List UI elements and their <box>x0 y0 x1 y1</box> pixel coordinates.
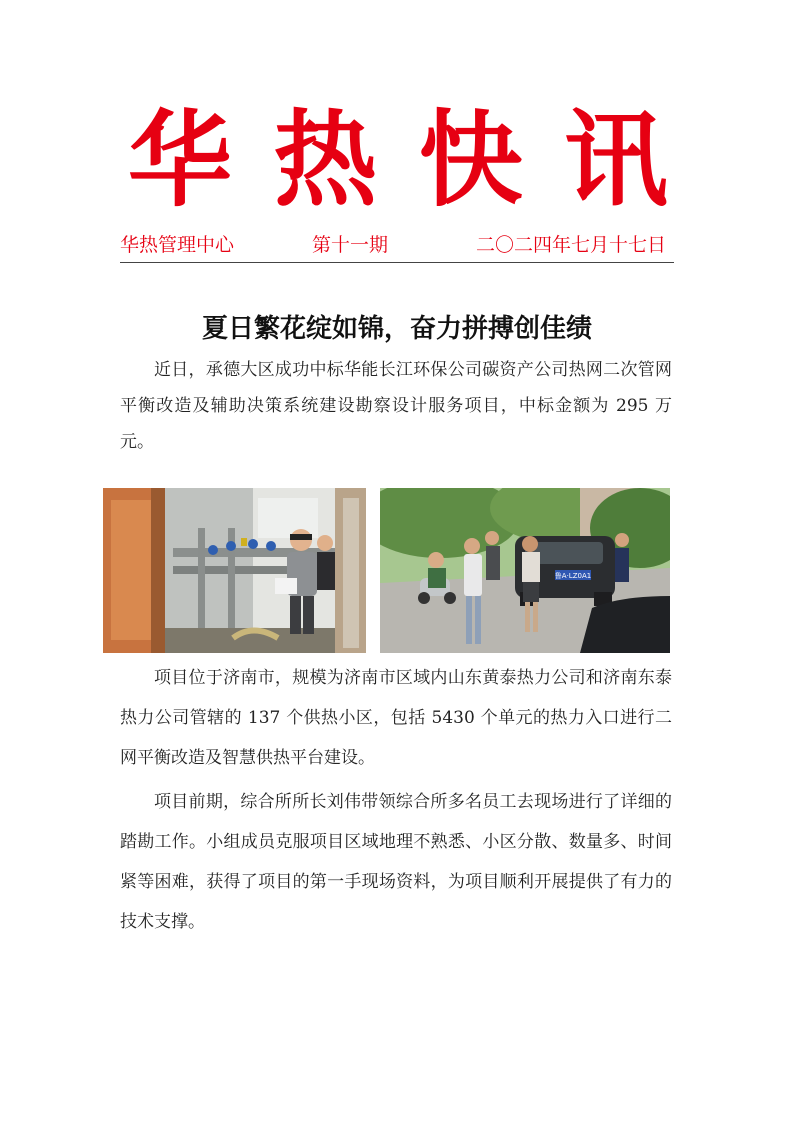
article-paragraph-3 <box>120 782 672 942</box>
license-plate-text: 鲁A·LZ0A1 <box>554 572 592 580</box>
masthead-char-4: 讯 <box>563 98 668 221</box>
photo-street-survey-illustration <box>380 488 670 653</box>
masthead-meta <box>120 226 672 260</box>
masthead-char-2: 热 <box>273 98 378 221</box>
article-headline: 夏日繁花绽如锦，奋力拼搏创佳绩 <box>201 314 592 344</box>
issue-date: 二〇二四年七月十七日 <box>475 234 666 256</box>
paragraph-text: 近日，承德大区成功中标华能长江环保公司碳资产公司热网二次管网平衡改造及辅助决策系统建设勘察设计服务项目，中标金额为 295 万元。 <box>120 360 672 452</box>
article-paragraph-2 <box>120 658 672 778</box>
photo-pipe-room <box>103 488 366 653</box>
publisher-name: 华热管理中心 <box>120 234 235 256</box>
article-paragraph-1 <box>120 352 672 460</box>
paragraph-text: 项目位于济南市，规模为济南市区域内山东黄泰热力公司和济南东泰热力公司管辖的 137 个供热小区，包括 5430 个单元的热力入口进行二网平衡改造及智慧供热平台建设。 <box>120 668 672 768</box>
masthead-char-3: 快 <box>418 98 523 221</box>
masthead-char-1: 华 <box>128 98 233 221</box>
photo-pipe-room-illustration <box>103 488 366 653</box>
masthead-title <box>128 100 668 220</box>
masthead-divider <box>120 262 674 263</box>
photo-street-survey <box>380 488 670 653</box>
paragraph-text: 项目前期，综合所所长刘伟带领综合所多名员工去现场进行了详细的踏勘工作。小组成员克服项目区域地理不熟悉、小区分散、数量多、时间紧等困难，获得了项目的第一手现场资料，为项目顺利开展提供了有力的技术支撑。 <box>120 792 672 932</box>
issue-number: 第十一期 <box>312 234 389 256</box>
